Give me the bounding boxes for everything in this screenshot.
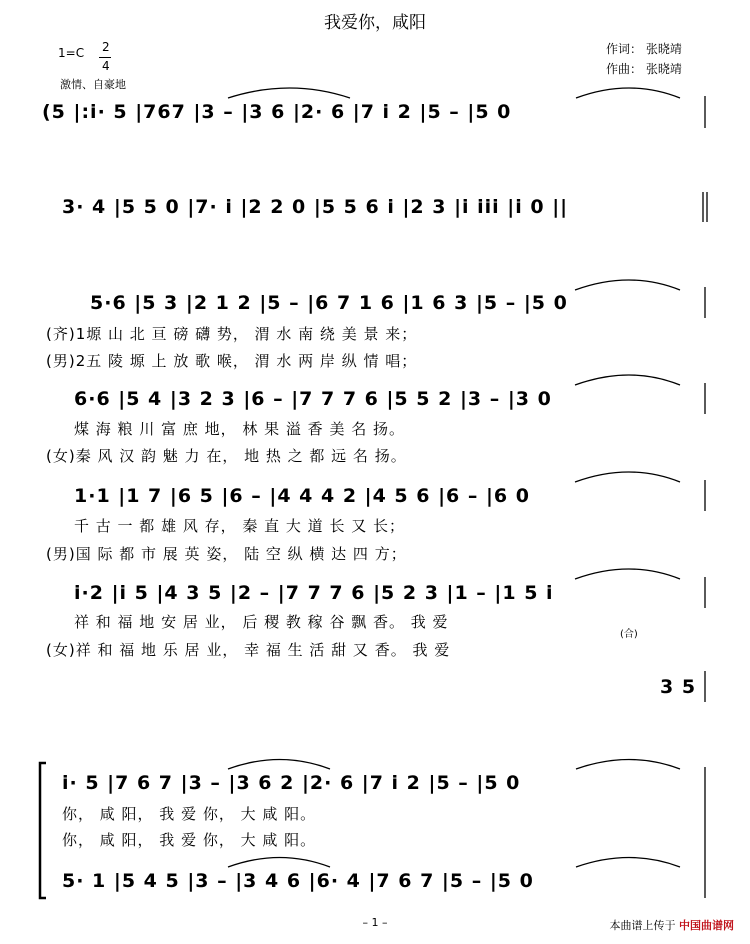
tie [576, 858, 680, 868]
intro-line-2: 3· 4 |5 5 0 |7· i |2 2 0 |5 5 6 i |2 3 |i iii |i 0 || [62, 196, 569, 218]
verse-notes-1: 5·6 |5 3 |2 1 2 |5 – |6 7 1 6 |1 6 3 |5 – |5 0 [90, 292, 568, 314]
pickup-notes: 3 5 [660, 676, 697, 698]
lyricist-credit: 作词： 张晓靖 [606, 42, 682, 56]
tempo-marking: 激情、自豪地 [60, 78, 126, 91]
verse-notes-4: i·2 |i 5 |4 3 5 |2 – |7 7 7 6 |5 2 3 |1 – |1 5 i [74, 582, 554, 604]
source-credit [610, 917, 735, 933]
lyric-line-1a: (齐)1塬 山 北 亘 磅 礴 势， 渭 水 南 绕 美 景 来； [46, 325, 418, 343]
tie [575, 569, 680, 579]
chorus-bottom-notes: 5· 1 |5 4 5 |3 – |3 4 6 |6· 4 |7 6 7 |5 – |5 0 [62, 870, 534, 892]
tie [228, 760, 330, 770]
lyric-line-1b: (男)2五 陵 塬 上 放 歌 喉， 渭 水 两 岸 纵 情 唱； [46, 352, 418, 370]
lyric-line-4b: (女)祥 和 福 地 乐 居 业， 幸 福 生 活 甜 又 香。 我 爱 [46, 641, 451, 659]
time-signature-bottom: 4 [102, 59, 110, 73]
page-number: – 1 – [362, 916, 388, 929]
tie [575, 472, 680, 482]
site-logo[interactable]: 中国曲谱网 [679, 919, 734, 932]
lyric-line-3a: 千 古 一 都 雄 风 存， 秦 直 大 道 长 又 长； [74, 517, 405, 535]
tie [576, 760, 680, 770]
lyric-line-2a: 煤 海 粮 川 富 庶 地， 林 果 溢 香 美 名 扬。 [74, 420, 405, 438]
song-title: 我爱你，咸阳 [324, 13, 426, 33]
tie [228, 88, 350, 98]
lyric-line-3b: (男)国 际 都 市 展 英 姿， 陆 空 纵 横 达 四 方； [46, 545, 407, 563]
tie [228, 858, 330, 868]
chorus-lyric-1: 你， 咸 阳， 我 爱 你， 大 咸 阳。 [62, 805, 317, 823]
tie [575, 375, 680, 385]
lyric-line-2b: (女)秦 风 汉 韵 魅 力 在， 地 热 之 都 远 名 扬。 [46, 447, 407, 465]
upload-label: 本曲谱上传于 [609, 919, 676, 932]
chorus-top-notes: i· 5 |7 6 7 |3 – |3 6 2 |2· 6 |7 i 2 |5 – |5 0 [62, 772, 521, 794]
time-signature-top: 2 [102, 40, 110, 54]
tie [576, 88, 680, 98]
verse-notes-2: 6·6 |5 4 |3 2 3 |6 – |7 7 7 6 |5 5 2 |3 – |3 0 [74, 388, 552, 410]
system-bracket [40, 763, 46, 898]
key-signature: 1=C [58, 46, 85, 60]
chorus-tag: (合) [620, 629, 638, 640]
intro-line-1: (5 |:i· 5 |767 |3 – |3 6 |2· 6 |7 i 2 |5 – |5 0 [42, 101, 512, 123]
verse-notes-3: 1·1 |1 7 |6 5 |6 – |4 4 4 2 |4 5 6 |6 – |6 0 [74, 485, 530, 507]
tie [575, 280, 680, 290]
composer-credit: 作曲： 张晓靖 [606, 62, 682, 76]
chorus-lyric-2: 你， 咸 阳， 我 爱 你， 大 咸 阳。 [62, 831, 317, 849]
lyric-line-4a: 祥 和 福 地 安 居 业， 后 稷 教 稼 谷 飘 香。 我 爱 [74, 613, 449, 631]
